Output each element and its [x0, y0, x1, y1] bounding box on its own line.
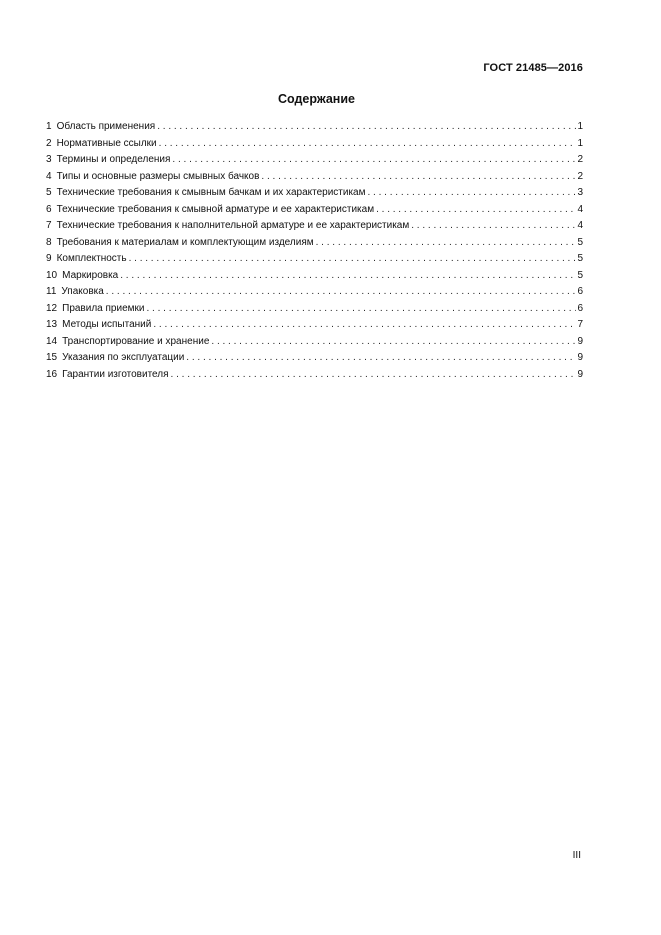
toc-leader-dots [120, 268, 576, 285]
toc-item[interactable] [46, 268, 583, 285]
toc-item-text: Требования к материалам и комплектующим изделиям [56, 236, 314, 248]
document-code: ГОСТ 21485—2016 [483, 62, 583, 74]
toc-item-page: 9 [577, 335, 583, 347]
toc-item-number: 12 [46, 302, 58, 314]
toc-item-number: 1 [46, 121, 52, 132]
toc-item-page: 7 [577, 319, 583, 330]
toc-item-text: Термины и определения [56, 154, 171, 165]
toc-item-page: 2 [577, 170, 583, 182]
toc-item-text: Нормативные ссылки [56, 137, 157, 149]
toc-item-page: 3 [577, 187, 583, 198]
toc-item-number: 15 [46, 352, 58, 363]
toc-leader-dots [171, 367, 577, 384]
toc-item[interactable] [46, 235, 583, 252]
toc-leader-dots [261, 169, 576, 186]
toc-item-text: Упаковка [61, 286, 104, 297]
toc-leader-dots [172, 152, 576, 169]
toc-item[interactable] [46, 350, 583, 367]
toc-leader-dots [146, 301, 576, 318]
toc-item-page: 5 [577, 269, 583, 281]
toc-item-text: Типы и основные размеры смывных бачков [56, 170, 260, 182]
toc-item-number: 2 [46, 137, 52, 149]
toc-item-number: 5 [46, 187, 52, 198]
toc-item-page: 2 [577, 154, 583, 165]
toc-item-text: Указания по эксплуатации [62, 352, 185, 363]
toc-leader-dots [106, 284, 577, 301]
toc-item-number: 16 [46, 368, 58, 380]
toc-item-page: 1 [577, 121, 583, 132]
page-number: III [572, 850, 581, 861]
toc-leader-dots [411, 218, 576, 235]
toc-item[interactable] [46, 119, 583, 136]
toc-item-page: 1 [577, 137, 583, 149]
toc-item-text: Транспортирование и хранение [62, 335, 210, 347]
toc-leader-dots [376, 202, 576, 219]
toc-item[interactable] [46, 169, 583, 186]
toc-item-number: 8 [46, 236, 52, 248]
toc-item-number: 11 [46, 286, 57, 297]
toc-leader-dots [368, 185, 577, 202]
toc-item-page: 6 [577, 286, 583, 297]
toc-item-number: 10 [46, 269, 58, 281]
toc-item[interactable] [46, 367, 583, 384]
toc-item-page: 9 [577, 368, 583, 380]
toc-item-text: Область применения [56, 121, 156, 132]
toc-item-number: 4 [46, 170, 52, 182]
toc-item-number: 14 [46, 335, 58, 347]
toc-title: Содержание [277, 92, 355, 106]
toc-item[interactable] [46, 284, 583, 301]
toc-item[interactable] [46, 334, 583, 351]
toc-item[interactable] [46, 251, 583, 268]
toc-item-page: 9 [577, 352, 583, 363]
toc-item-text: Технические требования к смывной арматуре и ее характеристикам [56, 203, 375, 215]
toc-item[interactable] [46, 301, 583, 318]
table-of-contents [46, 119, 583, 383]
toc-item-text: Комплектность [56, 253, 127, 264]
toc-item[interactable] [46, 202, 583, 219]
toc-leader-dots [186, 350, 576, 367]
toc-item-page: 5 [577, 236, 583, 248]
toc-item-text: Технические требования к наполнительной арматуре и ее характеристикам [56, 220, 410, 231]
toc-leader-dots [159, 136, 577, 153]
toc-leader-dots [153, 317, 576, 334]
toc-item-page: 6 [577, 302, 583, 314]
toc-item[interactable] [46, 152, 583, 169]
toc-item-text: Правила приемки [62, 302, 145, 314]
toc-item-text: Гарантии изготовителя [62, 368, 169, 380]
toc-item[interactable] [46, 185, 583, 202]
toc-leader-dots [316, 235, 577, 252]
toc-item-text: Методы испытаний [62, 319, 152, 330]
toc-item-number: 3 [46, 154, 52, 165]
toc-item-page: 4 [577, 220, 583, 231]
toc-item-number: 6 [46, 203, 52, 215]
toc-item-text: Технические требования к смывным бачкам и их характеристикам [56, 187, 366, 198]
toc-item-page: 4 [577, 203, 583, 215]
toc-leader-dots [211, 334, 576, 351]
toc-item-number: 7 [46, 220, 52, 231]
toc-item-number: 13 [46, 319, 58, 330]
toc-item-number: 9 [46, 253, 52, 264]
toc-item[interactable] [46, 317, 583, 334]
toc-item-page: 5 [577, 253, 583, 264]
toc-leader-dots [157, 119, 576, 136]
toc-item[interactable] [46, 136, 583, 153]
toc-item[interactable] [46, 218, 583, 235]
toc-item-text: Маркировка [62, 269, 119, 281]
toc-leader-dots [129, 251, 577, 268]
